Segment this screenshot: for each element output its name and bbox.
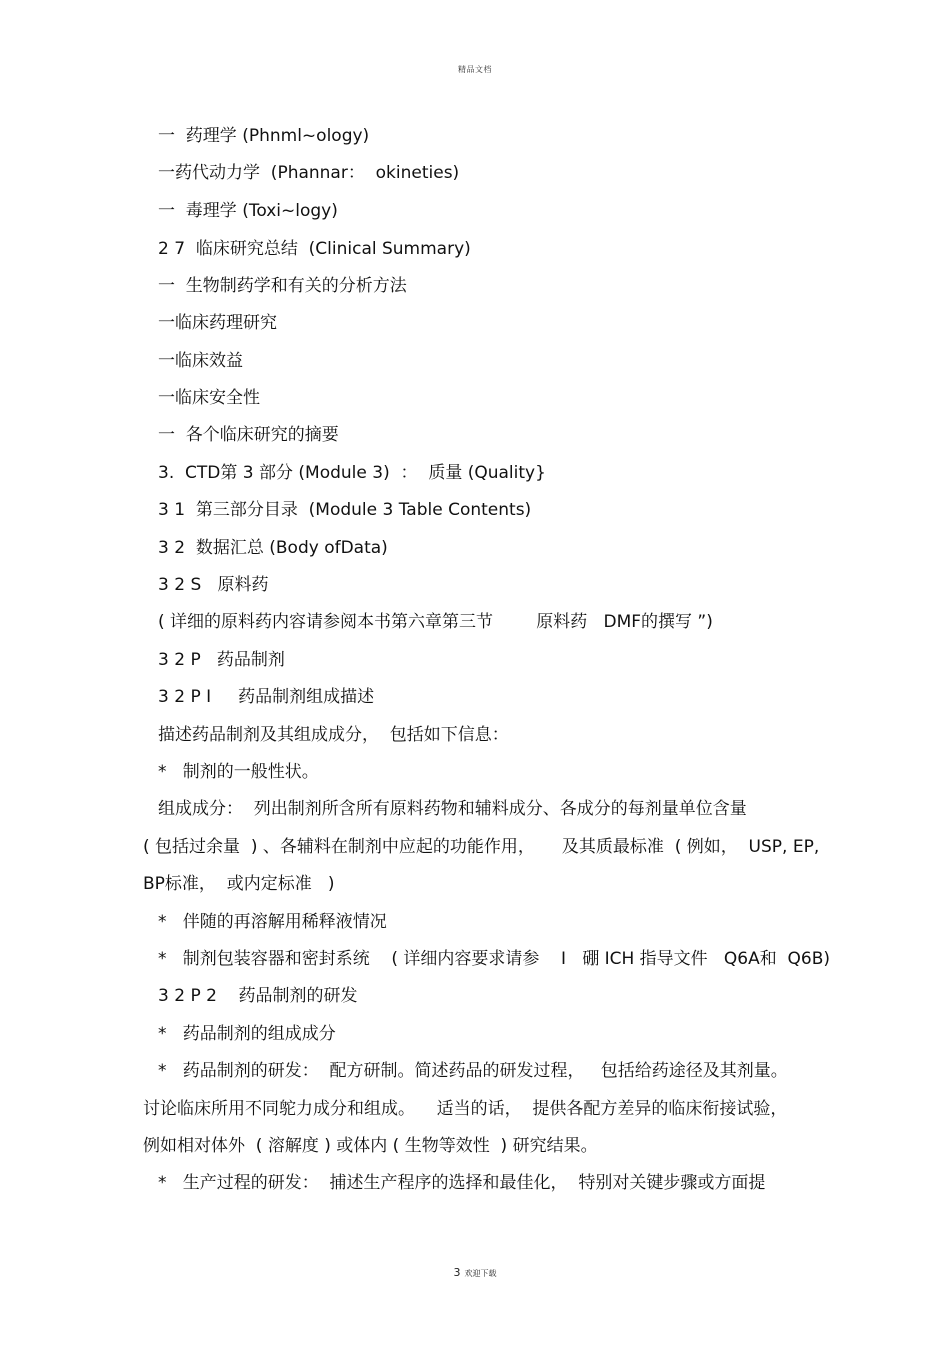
text-line: 一 各个临床研究的摘要 [158, 425, 339, 445]
text-line: ( 包括过余量 ) 、各辅料在制剂中应起的功能作用， 及其质最标准 ( 例如， USP, EP, [143, 837, 820, 857]
text-line: 3 1 第三部分目录 (Module 3 Table Contents) [158, 500, 532, 520]
text-line: 2 7 临床研究总结 (Clinical Summary) [158, 239, 471, 259]
page-header: 精品文档 [458, 65, 492, 74]
text-line: 描述药品制剂及其组成成分， 包括如下信息： [158, 725, 509, 745]
text-line: 3 2 P 2 药品制剂的研发 [158, 986, 358, 1006]
text-line: 3 2 P I 药品制剂组成描述 [158, 687, 375, 707]
text-line: 一 生物制药学和有关的分析方法 [158, 276, 407, 296]
text-line: 例如相对体外 ( 溶解度 ) 或体内 ( 生物等效性 ) 研究结果。 [143, 1136, 598, 1156]
text-line: * 生产过程的研发： 捕述生产程序的选择和最佳化， 特别对关键步骤或方面提 [158, 1173, 766, 1193]
text-line: * 药品制剂的组成成分 [158, 1024, 336, 1044]
page-number: 3 [453, 1266, 461, 1279]
text-line: 讨论临床所用不同鸵力成分和组成。 适当的话， 提供各配方差异的临床衔接试验， [143, 1099, 788, 1119]
text-line: 一临床效益 [158, 351, 243, 371]
text-line: ( 详细的原料药内容请参阅本书第六章第三节 原料药 DMF的撰写 ”) [158, 612, 713, 632]
text-line: 一 毒理学 (Toxi~logy) [158, 201, 338, 221]
text-line: * 药品制剂的研发： 配方研制。简述药品的研发过程， 包括给药途径及其剂量。 [158, 1061, 788, 1081]
text-line: * 制剂的一般性状。 [158, 762, 319, 782]
text-line: 一药代动力学 (Phannar： okineties) [158, 163, 460, 183]
text-line: 一临床安全性 [158, 388, 260, 408]
footer-text: 欢迎下载 [464, 1269, 497, 1278]
text-line: BP标准， 或内定标准 ) [143, 874, 335, 894]
page-footer [0, 1261, 950, 1280]
text-line: * 伴随的再溶解用稀释液情况 [158, 912, 387, 932]
text-line: 一 药理学 (Phnml~ology) [158, 126, 370, 146]
text-line: 3. CTD第 3 部分 (Module 3) ： 质量 (Quality} [158, 463, 546, 483]
text-line: * 制剂包装容器和密封系统 ( 详细内容要求请参 I 硼 ICH 指导文件 Q6A和 Q6B) [158, 949, 831, 969]
text-line: 组成成分： 列出制剂所含所有原料药物和辅料成分、各成分的每剂量单位含量 [158, 799, 747, 819]
text-line: 一临床药理研究 [158, 313, 277, 333]
text-line: 3 2 S 原料药 [158, 575, 269, 595]
text-line: 3 2 P 药品制剂 [158, 650, 285, 670]
text-line: 3 2 数据汇总 (Body ofData) [158, 538, 388, 558]
